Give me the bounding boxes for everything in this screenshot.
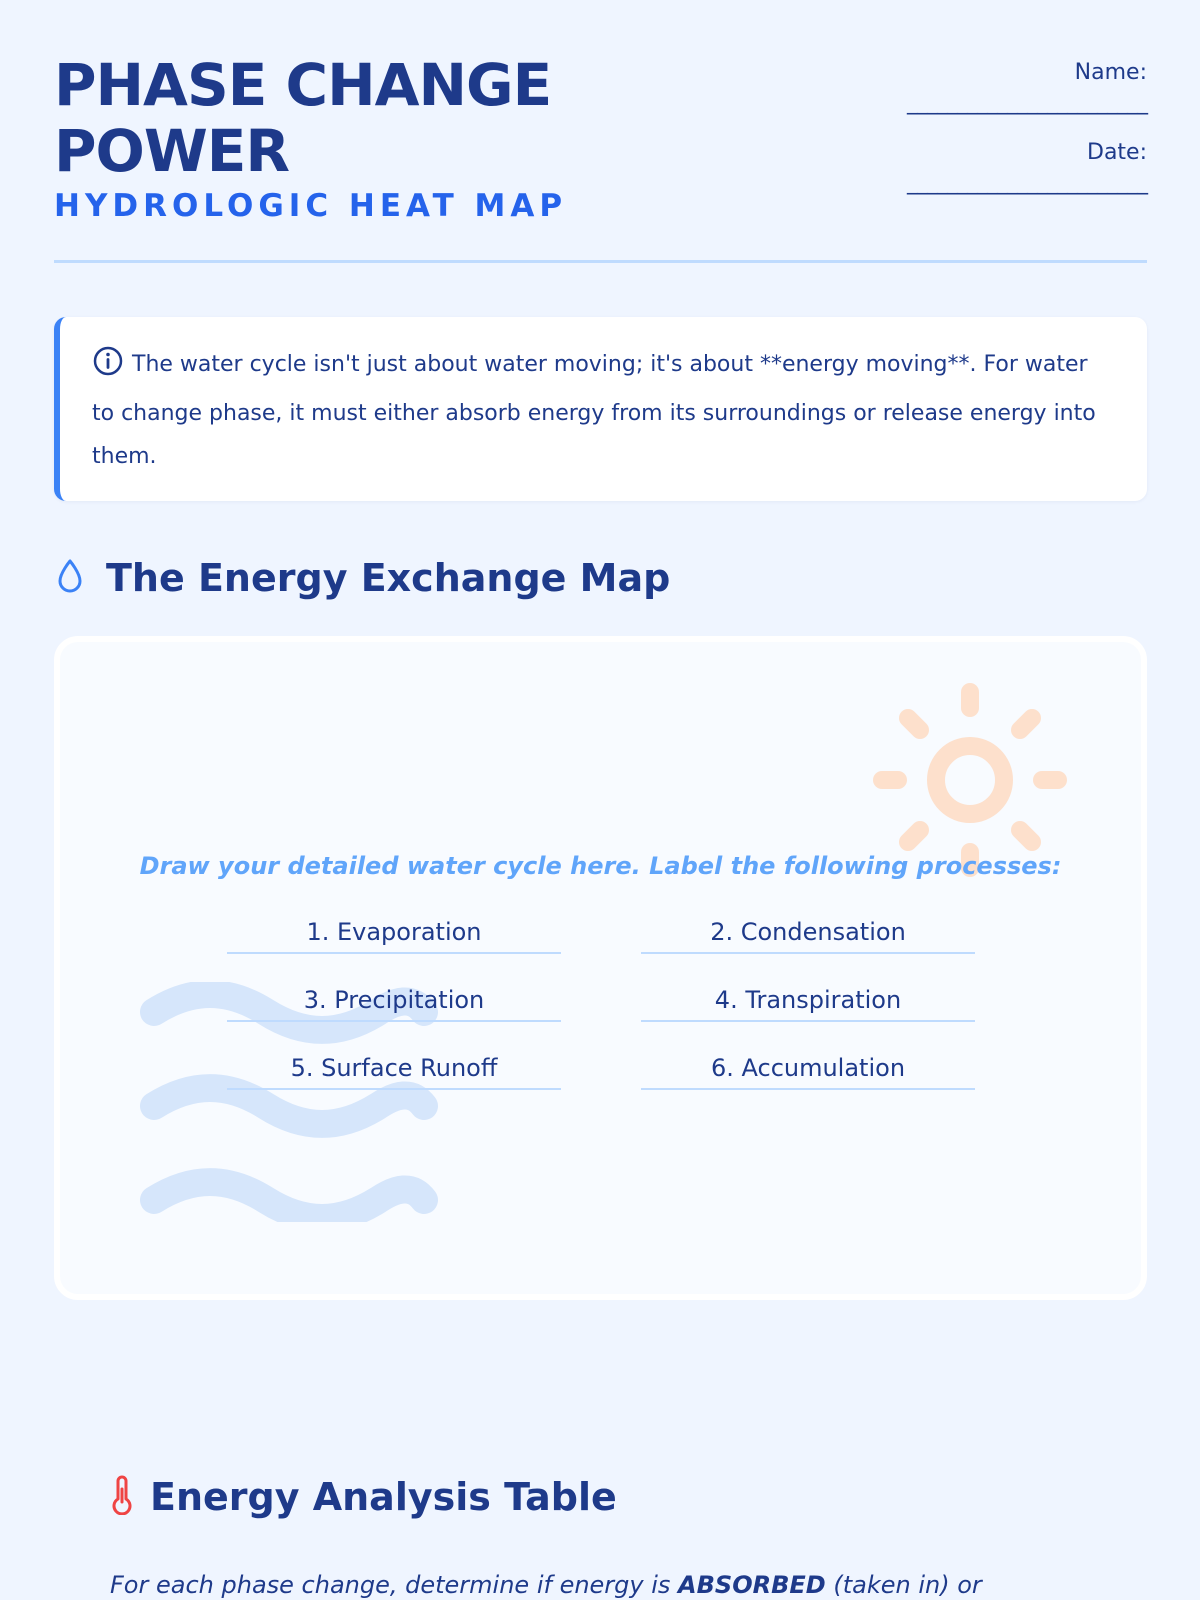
date-label: Date: xyxy=(1087,140,1147,165)
header-divider xyxy=(54,260,1147,263)
table-intro-start: For each phase change, determine if energy is xyxy=(110,1571,679,1599)
info-circle-icon xyxy=(92,345,124,392)
student-meta xyxy=(797,58,1147,218)
water-drop-icon xyxy=(54,558,86,598)
process-label-accumulation: 6. Accumulation xyxy=(641,1048,975,1090)
drawing-area[interactable] xyxy=(54,636,1147,1300)
title-line-2: POWER xyxy=(54,117,290,185)
name-label: Name: xyxy=(1074,60,1147,85)
drawing-instruction: Draw your detailed water cycle here. Label the following processes: xyxy=(139,852,1062,880)
energy-map-title: The Energy Exchange Map xyxy=(106,556,671,600)
worksheet-header xyxy=(54,52,1147,262)
table-instructions xyxy=(110,1571,982,1599)
process-label-transpiration: 4. Transpiration xyxy=(641,980,975,1022)
name-field-line[interactable]: ________________________ xyxy=(907,90,1147,115)
page-title xyxy=(54,52,694,184)
absorbed-keyword: ABSORBED xyxy=(678,1571,826,1599)
energy-table-heading xyxy=(110,1475,617,1519)
process-label-precipitation: 3. Precipitation xyxy=(227,980,561,1022)
info-text: The water cycle isn't just about water moving; it's about **energy moving**. For water to change phase, it must either absorb energy from its surroundings or release energy into them. xyxy=(92,352,1096,469)
date-field-line[interactable]: ________________________ xyxy=(907,170,1147,195)
table-intro-end: (taken in) or xyxy=(825,1571,982,1599)
process-label-condensation: 2. Condensation xyxy=(641,912,975,954)
process-label-evaporation: 1. Evaporation xyxy=(227,912,561,954)
info-callout xyxy=(54,317,1147,501)
thermometer-icon xyxy=(110,1475,134,1519)
worksheet-page xyxy=(54,0,1147,1600)
page-subtitle: HYDROLOGIC HEAT MAP xyxy=(54,188,568,224)
energy-map-heading xyxy=(54,556,670,600)
info-paragraph xyxy=(92,343,1113,478)
energy-table-title: Energy Analysis Table xyxy=(150,1475,617,1519)
process-label-surface-runoff: 5. Surface Runoff xyxy=(227,1048,561,1090)
title-line-1: PHASE CHANGE xyxy=(54,51,552,119)
